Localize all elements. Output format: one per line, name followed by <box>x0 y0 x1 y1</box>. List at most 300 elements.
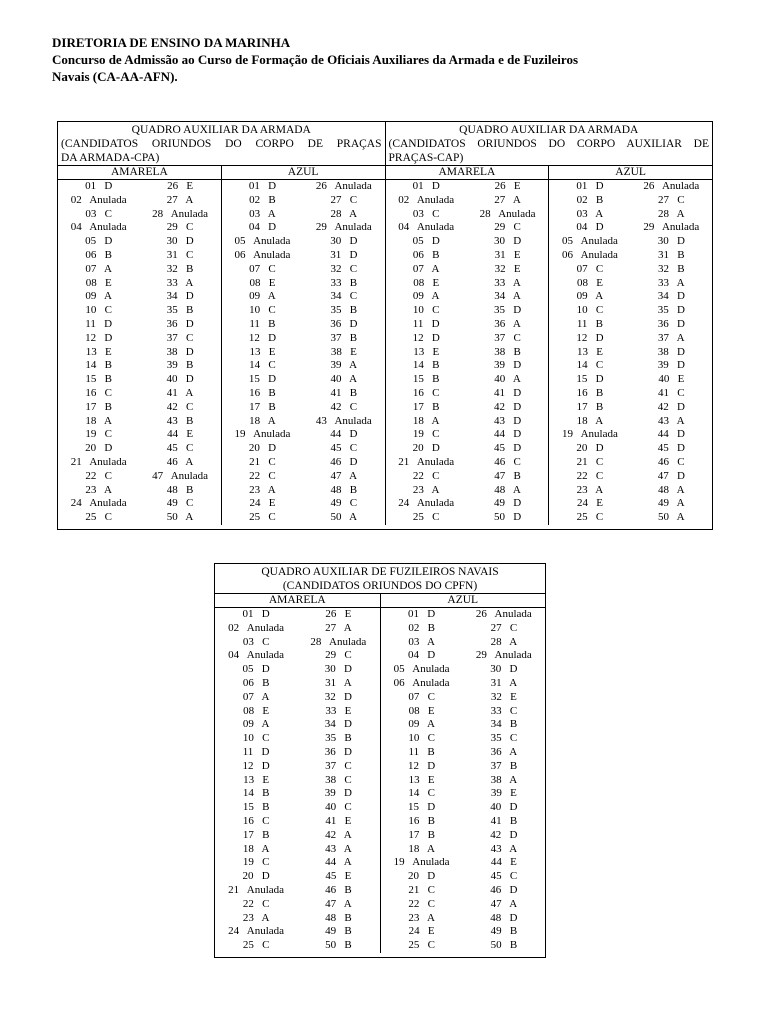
title-cpa-line-1: QUADRO AUXILIAR DA ARMADA <box>131 124 311 136</box>
answer-row: 28 Anulada <box>152 207 209 220</box>
answer-row: 30 D <box>330 235 358 248</box>
answer-row: 37 C <box>325 759 352 772</box>
answer-row: 45 D <box>493 442 522 455</box>
answer-row: 27 C <box>330 193 358 206</box>
answer-row: 35 B <box>330 304 358 317</box>
answer-row: 37 A <box>658 331 685 344</box>
title-cpfn-line-1: QUADRO AUXILIAR DE FUZILEIROS NAVAIS <box>261 566 499 578</box>
title-cap <box>385 122 713 165</box>
answer-row: 32 B <box>658 262 685 275</box>
answer-column <box>139 180 220 525</box>
answer-row: 19 C <box>85 428 112 441</box>
answer-row: 36 D <box>324 745 352 758</box>
answer-row: 38 D <box>657 345 685 358</box>
answer-row: 20 D <box>412 442 440 455</box>
answer-row: 23 A <box>249 483 276 496</box>
answer-row: 41 C <box>658 386 685 399</box>
answer-row: 22 C <box>249 469 276 482</box>
answer-row: 04 Anulada <box>70 221 127 234</box>
answer-row: 50 D <box>493 511 522 524</box>
answer-row: 44 A <box>325 856 352 869</box>
answer-row: 47 A <box>325 897 352 910</box>
answer-row: 30 D <box>166 235 194 248</box>
table-titles <box>215 564 545 594</box>
answer-row: 16 B <box>576 386 604 399</box>
answer-row: 46 C <box>658 455 685 468</box>
answer-row: 23 A <box>242 911 270 924</box>
answer-row: 45 E <box>325 870 352 883</box>
answer-row: 34 D <box>324 718 352 731</box>
answer-row: 14 C <box>576 359 604 372</box>
answer-row: 29 Anulada <box>643 221 700 234</box>
answer-row: 10 C <box>249 304 276 317</box>
answer-row: 19 Anulada <box>234 428 291 441</box>
answer-row: 16 B <box>249 386 276 399</box>
answer-row: 01 D <box>576 180 604 192</box>
answer-row: 34 D <box>166 290 194 303</box>
answer-row: 36 D <box>330 317 358 330</box>
exam-description-line-1: Concurso de Admissão ao Curso de Formação de Oficiais Auxiliares da Armada e de Fuzileiros <box>52 52 579 67</box>
answer-row: 09 A <box>242 718 270 731</box>
answer-row: 11 B <box>408 745 435 758</box>
answer-row: 07 A <box>85 262 112 275</box>
answer-row: 50 A <box>658 511 685 524</box>
answer-row: 35 D <box>657 304 685 317</box>
answer-row: 11 B <box>249 317 276 330</box>
answer-row: 31 D <box>330 248 358 261</box>
answer-row: 25 C <box>242 939 270 952</box>
answer-row: 34 D <box>657 290 685 303</box>
header-amarela-cpa: AMARELA <box>110 166 168 178</box>
answer-row: 02 Anulada <box>70 193 127 206</box>
answer-row: 26 E <box>325 608 352 620</box>
answer-row: 47 B <box>494 469 521 482</box>
answer-row: 42 C <box>330 400 358 413</box>
answer-row: 44 E <box>167 428 194 441</box>
answer-row: 10 C <box>85 304 112 317</box>
title-cpfn <box>215 564 545 593</box>
answer-row: 15 D <box>576 373 604 386</box>
answer-row: 11 D <box>85 317 113 330</box>
answer-row: 24 E <box>576 497 603 510</box>
answer-row: 21 Anulada <box>228 883 285 896</box>
answer-key-table-armada <box>57 121 713 530</box>
answer-row: 05 Anulada <box>393 663 450 676</box>
answer-row: 39 E <box>490 787 517 800</box>
answer-row: 19 C <box>412 428 440 441</box>
answer-row: 42 C <box>166 400 194 413</box>
answer-row: 40 A <box>494 373 521 386</box>
answer-column <box>58 180 139 525</box>
answer-row: 35 C <box>490 732 518 745</box>
answer-row: 13 E <box>85 345 112 358</box>
answer-row: 30 D <box>493 235 522 248</box>
header-azul-cpfn: AZUL <box>380 594 546 607</box>
answer-row: 18 A <box>408 842 435 855</box>
answer-row: 02 B <box>249 193 276 206</box>
answer-row: 32 C <box>330 262 358 275</box>
answer-row: 46 C <box>494 455 521 468</box>
answer-row: 37 C <box>166 331 194 344</box>
answer-row: 12 D <box>408 759 436 772</box>
answer-row: 29 C <box>166 221 194 234</box>
answer-column <box>631 180 712 525</box>
answer-row: 06 Anulada <box>234 248 291 261</box>
answer-row: 17 B <box>408 828 435 841</box>
answer-row: 40 A <box>330 373 358 386</box>
answer-row: 11 B <box>576 317 604 330</box>
title-cpa <box>58 122 385 165</box>
answer-row: 21 C <box>408 883 435 896</box>
answer-row: 04 D <box>576 221 604 234</box>
answer-row: 18 A <box>85 414 112 427</box>
answer-row: 41 B <box>330 386 358 399</box>
answer-row: 44 D <box>657 428 685 441</box>
answer-row: 06 B <box>242 676 270 689</box>
document-header <box>52 34 728 85</box>
answer-row: 38 D <box>166 345 194 358</box>
header-amarela-cpfn: AMARELA <box>268 594 326 606</box>
answer-row: 29 C <box>494 221 521 234</box>
answer-row: 44 E <box>490 856 517 869</box>
answer-row: 42 A <box>325 828 352 841</box>
answer-row: 33 A <box>658 276 685 289</box>
answer-row: 16 B <box>408 814 435 827</box>
answer-row: 25 C <box>249 511 276 524</box>
answer-row: 28 A <box>658 207 685 220</box>
answer-row: 31 A <box>490 676 518 689</box>
answer-row: 26 Anulada <box>475 608 532 620</box>
answer-column <box>303 180 384 525</box>
answer-row: 22 C <box>242 897 270 910</box>
answer-row: 41 A <box>166 386 194 399</box>
answer-row: 25 C <box>412 511 440 524</box>
answer-row: 46 D <box>490 883 518 896</box>
answer-row: 48 A <box>658 483 685 496</box>
answer-row: 50 B <box>325 939 352 952</box>
answer-row: 17 B <box>412 400 440 413</box>
answer-row: 08 E <box>243 704 270 717</box>
answer-row: 47 A <box>330 469 358 482</box>
answer-row: 31 E <box>494 248 521 261</box>
table-titles <box>58 122 712 166</box>
answer-row: 38 B <box>494 345 521 358</box>
answer-row: 04 D <box>248 221 277 234</box>
answer-row: 46 D <box>330 455 358 468</box>
answer-row: 02 B <box>576 193 604 206</box>
answer-row: 08 E <box>413 276 440 289</box>
answer-row: 23 A <box>85 483 112 496</box>
group-azul-cap <box>548 180 712 525</box>
answer-row: 34 C <box>330 290 358 303</box>
answer-row: 02 Anulada <box>398 193 455 206</box>
answer-row: 36 D <box>166 317 194 330</box>
exam-description-line-2: Navais (CA-AA-AFN). <box>52 69 178 84</box>
answer-row: 35 B <box>325 732 352 745</box>
answer-row: 20 D <box>576 442 604 455</box>
answer-row: 07 C <box>249 262 276 275</box>
answer-row: 40 C <box>325 801 352 814</box>
answer-row: 12 D <box>576 331 604 344</box>
answer-row: 09 A <box>408 718 435 731</box>
answer-row: 08 E <box>85 276 112 289</box>
answer-row: 12 D <box>242 759 270 772</box>
answer-row: 17 B <box>576 400 604 413</box>
answer-column <box>386 180 467 525</box>
answer-row: 24 Anulada <box>70 497 127 510</box>
answer-row: 28 A <box>490 635 518 648</box>
answer-row: 36 A <box>490 745 518 758</box>
answer-row: 43 D <box>493 414 522 427</box>
answer-row: 13 E <box>576 345 603 358</box>
answer-row: 22 C <box>85 469 112 482</box>
answer-row: 49 B <box>325 925 352 938</box>
answer-row: 16 C <box>242 814 270 827</box>
answer-row: 19 C <box>242 856 270 869</box>
answer-row: 05 Anulada <box>234 235 291 248</box>
answer-column <box>222 180 303 525</box>
answer-row: 06 B <box>85 248 112 261</box>
answer-row: 40 E <box>658 373 685 386</box>
answer-row: 50 A <box>330 511 358 524</box>
answer-row: 23 A <box>408 911 435 924</box>
answer-row: 31 A <box>325 676 352 689</box>
answer-row: 31 B <box>658 248 685 261</box>
answer-row: 45 C <box>330 442 358 455</box>
answer-row: 25 C <box>85 511 112 524</box>
title-cap-line-3: PRAÇAS-CAP) <box>388 152 464 164</box>
answer-column <box>467 180 548 525</box>
answer-row: 07 C <box>576 262 604 275</box>
answer-row: 38 E <box>330 345 357 358</box>
answer-row: 48 B <box>325 911 352 924</box>
answer-row: 14 C <box>249 359 276 372</box>
answer-row: 03 C <box>412 207 440 220</box>
answer-row: 14 B <box>412 359 440 372</box>
answer-row: 10 C <box>576 304 604 317</box>
answer-row: 39 D <box>493 359 522 372</box>
answer-row: 29 Anulada <box>475 649 532 662</box>
answer-row: 26 Anulada <box>315 180 372 192</box>
answer-row: 02 Anulada <box>228 621 285 634</box>
answer-row: 15 B <box>242 801 270 814</box>
answer-row: 25 C <box>576 511 604 524</box>
answer-row: 03 A <box>249 207 276 220</box>
answer-row: 15 D <box>408 801 436 814</box>
answer-row: 10 C <box>408 732 435 745</box>
answer-row: 03 C <box>85 207 112 220</box>
answer-row: 50 B <box>490 939 518 952</box>
group-azul-cpa <box>221 180 385 525</box>
answer-row: 09 A <box>249 290 276 303</box>
answer-row: 17 B <box>242 828 270 841</box>
answer-row: 48 B <box>166 483 194 496</box>
answer-row: 43 Anulada <box>315 414 372 427</box>
title-cpfn-line-2: (CANDIDATOS ORIUNDOS DO CPFN) <box>282 580 478 592</box>
answer-row: 38 C <box>325 773 352 786</box>
answer-row: 39 D <box>324 787 352 800</box>
answer-row: 08 E <box>576 276 603 289</box>
group-azul-cpfn <box>380 608 546 953</box>
answer-row: 13 E <box>249 345 276 358</box>
answer-row: 06 B <box>412 248 440 261</box>
answer-row: 34 A <box>494 290 521 303</box>
group-amarela-cap <box>385 180 549 525</box>
answer-row: 25 C <box>408 939 435 952</box>
answer-row: 09 A <box>412 290 440 303</box>
group-amarela-cpa <box>58 180 221 525</box>
answer-column <box>381 608 463 953</box>
column-headers <box>215 594 545 608</box>
answer-column <box>549 180 630 525</box>
answer-row: 28 Anulada <box>310 635 367 648</box>
answer-row: 33 E <box>325 704 352 717</box>
answer-row: 39 D <box>657 359 685 372</box>
answer-row: 35 B <box>166 304 194 317</box>
answer-row: 41 E <box>325 814 352 827</box>
answer-row: 10 C <box>242 732 270 745</box>
header-azul-cpa: AZUL <box>221 166 385 179</box>
answer-row: 37 C <box>494 331 521 344</box>
answer-row: 07 C <box>408 690 435 703</box>
answer-row: 11 D <box>412 317 440 330</box>
answer-row: 49 D <box>493 497 522 510</box>
title-cpa-line-2: (CANDIDATOS ORIUNDOS DO CORPO DE PRAÇAS <box>61 138 382 150</box>
answer-row: 01 D <box>85 180 113 192</box>
answer-row: 47 Anulada <box>152 469 209 482</box>
answer-row: 37 B <box>490 759 518 772</box>
answer-row: 33 C <box>490 704 518 717</box>
answer-row: 19 Anulada <box>561 428 618 441</box>
answer-row: 33 A <box>494 276 521 289</box>
answer-row: 26 Anulada <box>643 180 700 192</box>
answer-row: 34 B <box>490 718 518 731</box>
answer-row: 24 E <box>249 497 276 510</box>
answer-row: 33 B <box>330 276 358 289</box>
answer-row: 10 C <box>412 304 440 317</box>
answer-row: 33 A <box>166 276 194 289</box>
answer-row: 40 D <box>166 373 194 386</box>
answer-row: 01 D <box>412 180 440 192</box>
answer-row: 20 D <box>242 870 270 883</box>
organization-name: DIRETORIA DE ENSINO DA MARINHA <box>52 35 291 50</box>
answer-row: 24 Anulada <box>228 925 285 938</box>
answer-row: 49 B <box>490 925 518 938</box>
answer-row: 43 A <box>490 842 518 855</box>
answer-row: 03 C <box>242 635 270 648</box>
answer-row: 05 D <box>242 663 270 676</box>
answer-row: 38 A <box>490 773 518 786</box>
answer-row: 03 A <box>408 635 435 648</box>
answer-row: 14 C <box>408 787 435 800</box>
answer-row: 22 C <box>412 469 440 482</box>
answer-row: 28 Anulada <box>479 207 536 220</box>
answer-row: 13 E <box>413 345 440 358</box>
answer-row: 45 C <box>490 870 518 883</box>
answer-row: 23 A <box>576 483 604 496</box>
answer-row: 26 E <box>167 180 194 192</box>
answer-row: 19 Anulada <box>393 856 450 869</box>
answer-row: 36 A <box>494 317 521 330</box>
answer-column <box>215 608 297 953</box>
answer-row: 32 E <box>490 690 517 703</box>
answer-row: 24 Anulada <box>398 497 455 510</box>
answer-row: 07 A <box>242 690 270 703</box>
answer-row: 15 B <box>85 373 112 386</box>
answer-row: 49 A <box>658 497 685 510</box>
answer-row: 04 Anulada <box>228 649 285 662</box>
answer-row: 47 A <box>490 897 518 910</box>
answer-row: 48 A <box>494 483 521 496</box>
answer-row: 29 C <box>325 649 352 662</box>
answer-row: 08 E <box>249 276 276 289</box>
answer-row: 15 D <box>248 373 277 386</box>
answer-row: 22 C <box>408 897 435 910</box>
answer-row: 20 D <box>85 442 113 455</box>
answer-row: 35 D <box>493 304 522 317</box>
header-azul-cap: AZUL <box>548 166 712 179</box>
answer-row: 32 D <box>324 690 352 703</box>
answer-row: 39 A <box>330 359 358 372</box>
answer-row: 31 C <box>166 248 194 261</box>
answer-row: 42 D <box>490 828 518 841</box>
answer-row: 03 A <box>576 207 604 220</box>
answer-row: 45 D <box>657 442 685 455</box>
answer-row: 20 D <box>248 442 277 455</box>
answer-row: 27 C <box>658 193 685 206</box>
answer-row: 04 D <box>408 649 436 662</box>
answer-row: 46 A <box>166 455 194 468</box>
answer-row: 29 Anulada <box>315 221 372 234</box>
answer-row: 32 B <box>166 262 194 275</box>
answer-row: 44 D <box>330 428 358 441</box>
answer-row: 01 D <box>408 608 436 620</box>
group-amarela-cpfn <box>215 608 380 953</box>
answer-row: 47 D <box>657 469 685 482</box>
answer-column <box>463 608 545 953</box>
answer-row: 27 A <box>166 193 194 206</box>
title-cap-line-2: (CANDIDATOS ORIUNDOS DO CORPO AUXILIAR DE <box>388 138 709 150</box>
answer-row: 12 D <box>412 331 440 344</box>
answer-row: 50 A <box>166 511 194 524</box>
answer-row: 20 D <box>408 870 436 883</box>
answer-row: 17 B <box>85 400 112 413</box>
answer-row: 27 C <box>490 621 518 634</box>
answer-row: 30 D <box>657 235 685 248</box>
answer-row: 06 Anulada <box>561 248 618 261</box>
column-headers <box>58 166 712 180</box>
answer-row: 30 D <box>324 663 352 676</box>
answer-row: 30 D <box>490 663 518 676</box>
answer-row: 18 A <box>242 842 270 855</box>
answer-row: 41 B <box>490 814 518 827</box>
answer-row: 43 A <box>325 842 352 855</box>
answer-key-table-fuzileiros <box>214 563 546 958</box>
answer-row: 14 B <box>242 787 270 800</box>
answer-row: 45 C <box>166 442 194 455</box>
answer-row: 16 C <box>85 386 112 399</box>
answer-row: 42 D <box>657 400 685 413</box>
answer-row: 12 D <box>85 331 113 344</box>
title-cpa-line-3: DA ARMADA-CPA) <box>61 152 160 164</box>
answer-row: 27 A <box>494 193 521 206</box>
answer-row: 48 D <box>490 911 518 924</box>
answer-row: 49 C <box>330 497 358 510</box>
header-amarela-cap: AMARELA <box>385 166 549 179</box>
answer-row: 48 B <box>330 483 358 496</box>
answer-row: 18 A <box>412 414 440 427</box>
answer-row: 41 D <box>493 386 522 399</box>
